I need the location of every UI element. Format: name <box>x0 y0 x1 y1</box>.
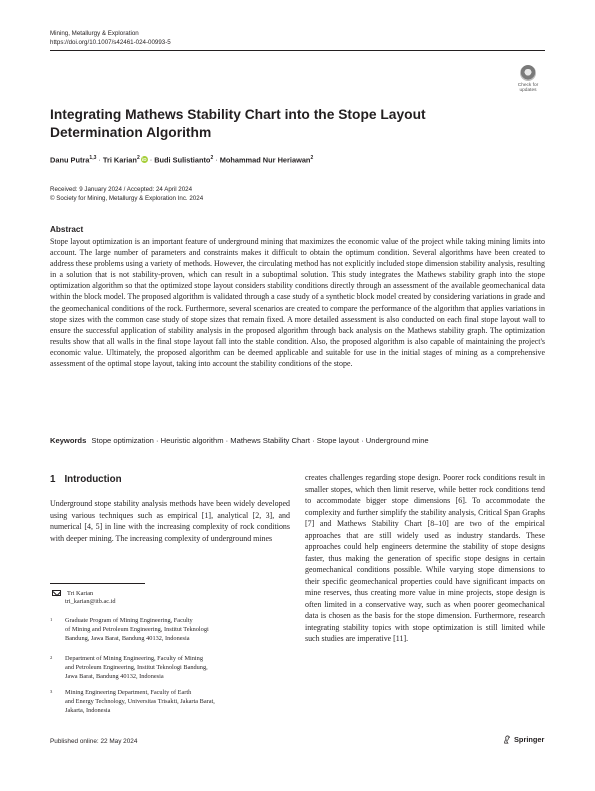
affiliation-line: Jakarta, Indonesia <box>65 707 111 714</box>
affiliation-number: 3 <box>50 689 53 694</box>
header-divider <box>50 50 545 51</box>
author-name[interactable]: Mohammad Nur Heriawan <box>219 155 311 165</box>
author-affil-sup: 2 <box>136 155 140 161</box>
badge-line-1: Check for <box>517 83 539 88</box>
affiliation-line: Mining Engineering Department, Faculty of Earth <box>65 689 192 696</box>
orcid-icon[interactable]: iD <box>141 157 147 163</box>
paper-title: Integrating Mathews Stability Chart into the Stope Layout Determination Algorithm <box>50 107 426 140</box>
affiliation-line: Graduate Program of Mining Engineering, Faculty <box>65 617 193 624</box>
check-for-updates-badge[interactable] <box>512 64 544 100</box>
check-updates-icon <box>520 65 536 81</box>
copyright-line: © Society for Mining, Metallurgy & Exploration Inc. 2024 <box>50 195 204 202</box>
publication-dates <box>50 185 203 203</box>
footnote-divider <box>50 583 145 584</box>
keywords-label: Keywords <box>50 436 87 445</box>
journal-header <box>50 29 171 47</box>
affiliation-number: 2 <box>50 655 53 660</box>
affiliation-line: Bandung, Jawa Barat, Bandung 40132, Indonesia <box>65 635 190 642</box>
author-name[interactable]: Budi Sulistianto <box>154 155 211 165</box>
published-online: Published online: 22 May 2024 <box>50 738 138 745</box>
intro-paragraph-left: Underground stope stability analysis methods have been widely developed using various techniques such as empirical [1], analytical [2, 3], and numerical [4, 5] in line with the increasing complexity of rock conditions with deeper mining. The increasing complexity of underground mines <box>50 499 290 543</box>
springer-wordmark: Springer <box>514 735 545 744</box>
contact-name: Tri Karian <box>67 590 94 597</box>
section-number: 1 <box>50 474 56 485</box>
abstract-text: Stope layout optimization is an important feature of underground mining that maximizes the economic value of the project while taking mining limits into account. The large number of parameters and constraints makes it difficult to obtain the optimum condition. Several algorithms have been created to address these problems using a variety of methods. However, the circulating method has not explicitly included stope dimension stability analysis, resulting in a solution that is not stability-proven, which can result in a suboptimal solution. This study integrates the Mathews stability graph into the stope optimization algorithm so that the optimized stope layout considers stability conditions directly through an assessment of the available geomechanical data within the block model. The proposed algorithm is validated through a case study of a synthetic block model created by considering variations in grade and the geomechanical conditions of the rock. Furthermore, several scenarios are created to compare the performance of the algorithm that applies variations in stope sizes with the common case study of stope sizes that remain fixed. A more detailed assessment is also conducted on each final stope layout wall to ensure the successful application of stability analysis in the proposed algorithm through back analysis on the Mathews stability graph. The optimization results show that all walls in the final stope layout fall into the stable condition. Also, the proposed algorithm is also capable of maintaining the project's economic value. Ultimately, the proposed algorithm can be deemed applicable and suitable for use in the initial stages of mining as a comprehensive assessment of the optimal stope layout, taking into account the stability conditions of the stope. <box>50 237 545 369</box>
author-affil-sup: 2 <box>210 155 214 161</box>
affiliation-1 <box>50 616 280 643</box>
section-heading-introduction <box>50 474 122 485</box>
affiliation-3 <box>50 688 280 715</box>
author-separator: · <box>98 155 101 165</box>
corresponding-author <box>52 589 93 598</box>
badge-line-2: updates <box>519 88 537 94</box>
author-separator: · <box>215 155 218 165</box>
affiliation-number: 1 <box>50 617 53 622</box>
springer-horse-icon <box>503 735 511 744</box>
author-affil-sup: 1,3 <box>89 155 97 161</box>
doi-link[interactable]: https://doi.org/10.1007/s42461-024-00993-5 <box>50 39 171 46</box>
keywords-text: Stope optimization · Heuristic algorithm · Mathews Stability Chart · Stope layout · Underground mine <box>91 436 429 445</box>
author-list <box>50 155 313 164</box>
author-name[interactable]: Tri Karian <box>102 155 137 165</box>
section-title: Introduction <box>64 474 122 485</box>
affiliation-line: Jawa Barat, Bandung 40132, Indonesia <box>65 673 164 680</box>
author-separator: · <box>149 155 153 165</box>
received-accepted: Received: 9 January 2024 / Accepted: 24 April 2024 <box>50 186 193 193</box>
affiliation-line: and Energy Technology, Universitas Trisakti, Jakarta Barat, <box>65 698 215 705</box>
keywords <box>50 436 429 445</box>
journal-name: Mining, Metallurgy & Exploration <box>50 30 139 37</box>
abstract-heading: Abstract <box>50 225 84 234</box>
affiliation-2 <box>50 654 280 681</box>
envelope-icon <box>52 590 61 596</box>
affiliation-line: Department of Mining Engineering, Faculty of Mining <box>65 655 203 662</box>
affiliation-line: and Petroleum Engineering, Institut Teknologi Bandung, <box>65 664 208 671</box>
affiliation-line: of Mining and Petroleum Engineering, Institut Teknologi <box>65 626 209 633</box>
author-name[interactable]: Danu Putra <box>50 155 90 165</box>
author-affil-sup: 2 <box>310 155 314 161</box>
contact-email[interactable]: tri_karian@itb.ac.id <box>65 598 116 605</box>
springer-logo[interactable] <box>503 735 544 744</box>
intro-paragraph-right: creates challenges regarding stope design. Poorer rock conditions result in smaller stopes, which then limit reserve, while better rock conditions tend to accommodate bigger stope dimensions [6]. To accommodate the complexity and further simplify the stability analysis, Critical Span Graphs [7] and Mathews Stability Chart [8–10] are two of the empirical approaches that are still widely used as industry standards. These approaches could help engineers determine the stability of stope designs faster, thus making the generation of specific stope designs in certain geomechanical conditions possible. While varying stope dimensions to their specific geomechanical properties could have significant impacts on mine reserves, thus creating more value in mine projects, stope design is often limited in a conservative way, such as when poorer geomechanical data is chosen as the basis for the stope dimension. Furthermore, research integrating stability topics with stope optimization is still limited while such studies are imperative [11]. <box>305 473 545 643</box>
